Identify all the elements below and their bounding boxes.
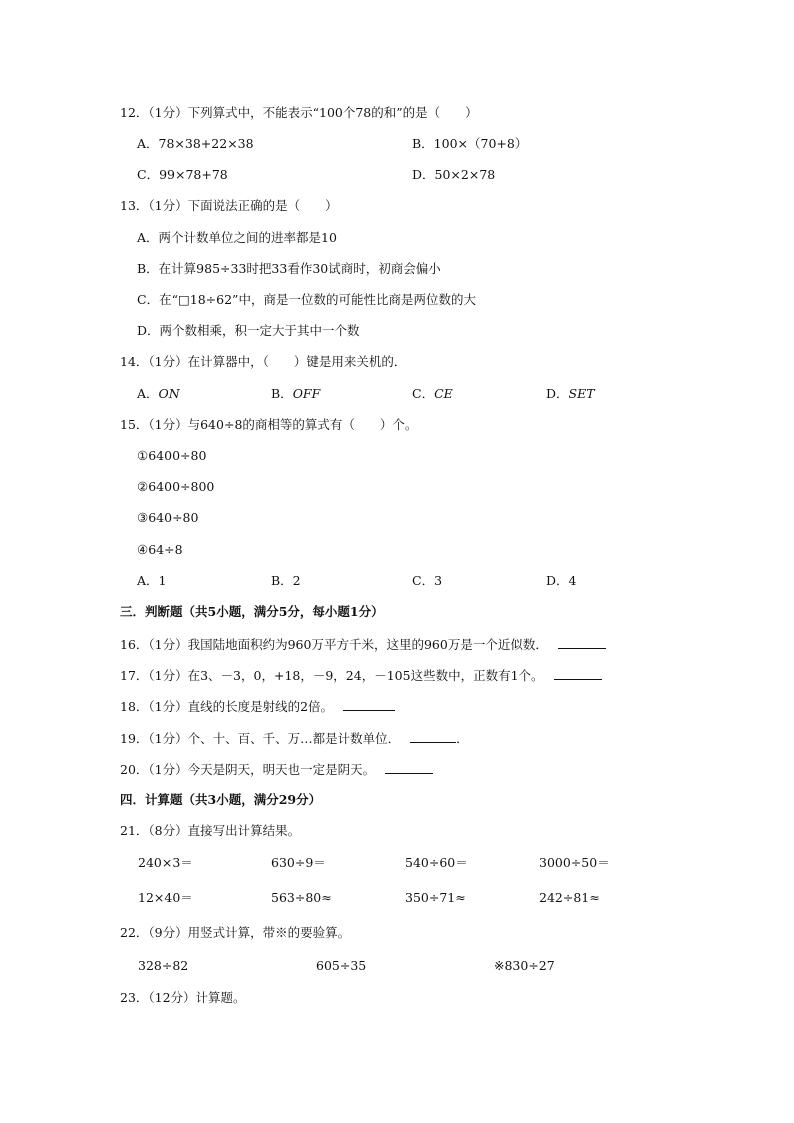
q20-answer-blank[interactable] — [385, 761, 433, 774]
q21-expr: 242÷81≈ — [539, 890, 600, 905]
q13-option-b: B．在计算985÷33时把33看作30试商时，初商会偏小 — [137, 261, 441, 276]
q14-option-b-value: OFF — [292, 386, 321, 401]
q13-option-c: C．在“□18÷62”中，商是一位数的可能性比商是两位数的大 — [137, 292, 476, 307]
q22-item: 328÷82 — [138, 958, 189, 973]
q12-option-c: C．99×78+78 — [137, 167, 228, 182]
q15-option-b: B．2 — [271, 573, 301, 588]
q18-text: 18．（1分）直线的长度是射线的2倍。 — [120, 699, 334, 714]
q14-option-d-prefix: D． — [546, 386, 569, 401]
q14-option-d-value: SET — [568, 386, 595, 401]
q12-option-a: A．78×38+22×38 — [137, 136, 254, 151]
q19-text: 19．（1分）个、十、百、千、万…都是计数单位． — [120, 731, 401, 746]
q14-option-a — [137, 386, 180, 402]
section-4-title: 四．计算题（共3小题，满分29分） — [120, 792, 322, 807]
q22-item: 605÷35 — [316, 958, 367, 973]
q20-text: 20．（1分）今天是阴天，明天也一定是阴天。 — [120, 762, 376, 777]
q21-expr: 240×3＝ — [138, 855, 193, 870]
q14-option-b-prefix: B． — [271, 386, 293, 401]
q15-item-2: ②6400÷800 — [137, 479, 215, 494]
q21-expr: 540÷60＝ — [405, 855, 468, 870]
q14-option-c — [412, 386, 453, 402]
q14-stem: 14．（1分）在计算器中，（ ）键是用来关机的． — [120, 354, 407, 369]
q19 — [120, 730, 469, 747]
q13-option-d: D．两个数相乘，积一定大于其中一个数 — [137, 323, 360, 338]
q20 — [120, 761, 433, 778]
q17 — [120, 667, 602, 684]
q13-stem: 13．（1分）下面说法正确的是（ ） — [120, 198, 338, 213]
q17-answer-blank[interactable] — [554, 667, 602, 680]
q15-item-1: ①6400÷80 — [137, 448, 207, 463]
q18 — [120, 698, 395, 715]
q12-stem: 12．（1分）下列算式中，不能表示“100个78的和”的是（ ） — [120, 105, 478, 120]
q16-answer-blank[interactable] — [558, 636, 606, 649]
q15-option-d: D．4 — [546, 573, 577, 588]
section-3-title: 三．判断题（共5小题，满分5分，每小题1分） — [120, 604, 384, 619]
q14-option-a-prefix: A． — [137, 386, 159, 401]
q13-option-a: A．两个计数单位之间的进率都是10 — [137, 230, 337, 245]
q21-expr: 12×40＝ — [138, 890, 193, 905]
q12-option-b: B．100×（70+8） — [412, 136, 528, 151]
q21-expr: 630÷9＝ — [271, 855, 326, 870]
q16 — [120, 636, 606, 653]
q18-answer-blank[interactable] — [343, 698, 395, 711]
q17-text: 17．（1分）在3、－3，0，+18，－9，24，－105这些数中，正数有1个。 — [120, 668, 544, 683]
q14-option-a-value: ON — [158, 386, 180, 401]
q14-option-b — [271, 386, 320, 402]
q21-expr: 563÷80≈ — [271, 890, 332, 905]
q15-stem: 15．（1分）与640÷8的商相等的算式有（ ）个。 — [120, 417, 418, 432]
q14-option-d — [546, 386, 595, 402]
q15-option-a: A．1 — [137, 573, 167, 588]
q19-tail: ． — [456, 731, 469, 746]
q22-stem: 22．（9分）用竖式计算，带※的要验算。 — [120, 925, 351, 940]
q21-expr: 350÷71≈ — [405, 890, 466, 905]
q19-answer-blank[interactable] — [410, 730, 456, 743]
q21-expr: 3000÷50＝ — [539, 855, 610, 870]
q14-option-c-prefix: C． — [412, 386, 435, 401]
q15-item-3: ③640÷80 — [137, 510, 199, 525]
q22-item: ※830÷27 — [494, 958, 555, 973]
q15-item-4: ④64÷8 — [137, 542, 183, 557]
q14-option-c-value: CE — [434, 386, 453, 401]
q23-stem: 23．（12分）计算题。 — [120, 990, 246, 1005]
q16-text: 16．（1分）我国陆地面积约为960万平方千米，这里的960万是一个近似数． — [120, 637, 548, 652]
q12-option-d: D．50×2×78 — [412, 167, 496, 182]
q21-stem: 21．（8分）直接写出计算结果。 — [120, 823, 301, 838]
q15-option-c: C．3 — [412, 573, 443, 588]
